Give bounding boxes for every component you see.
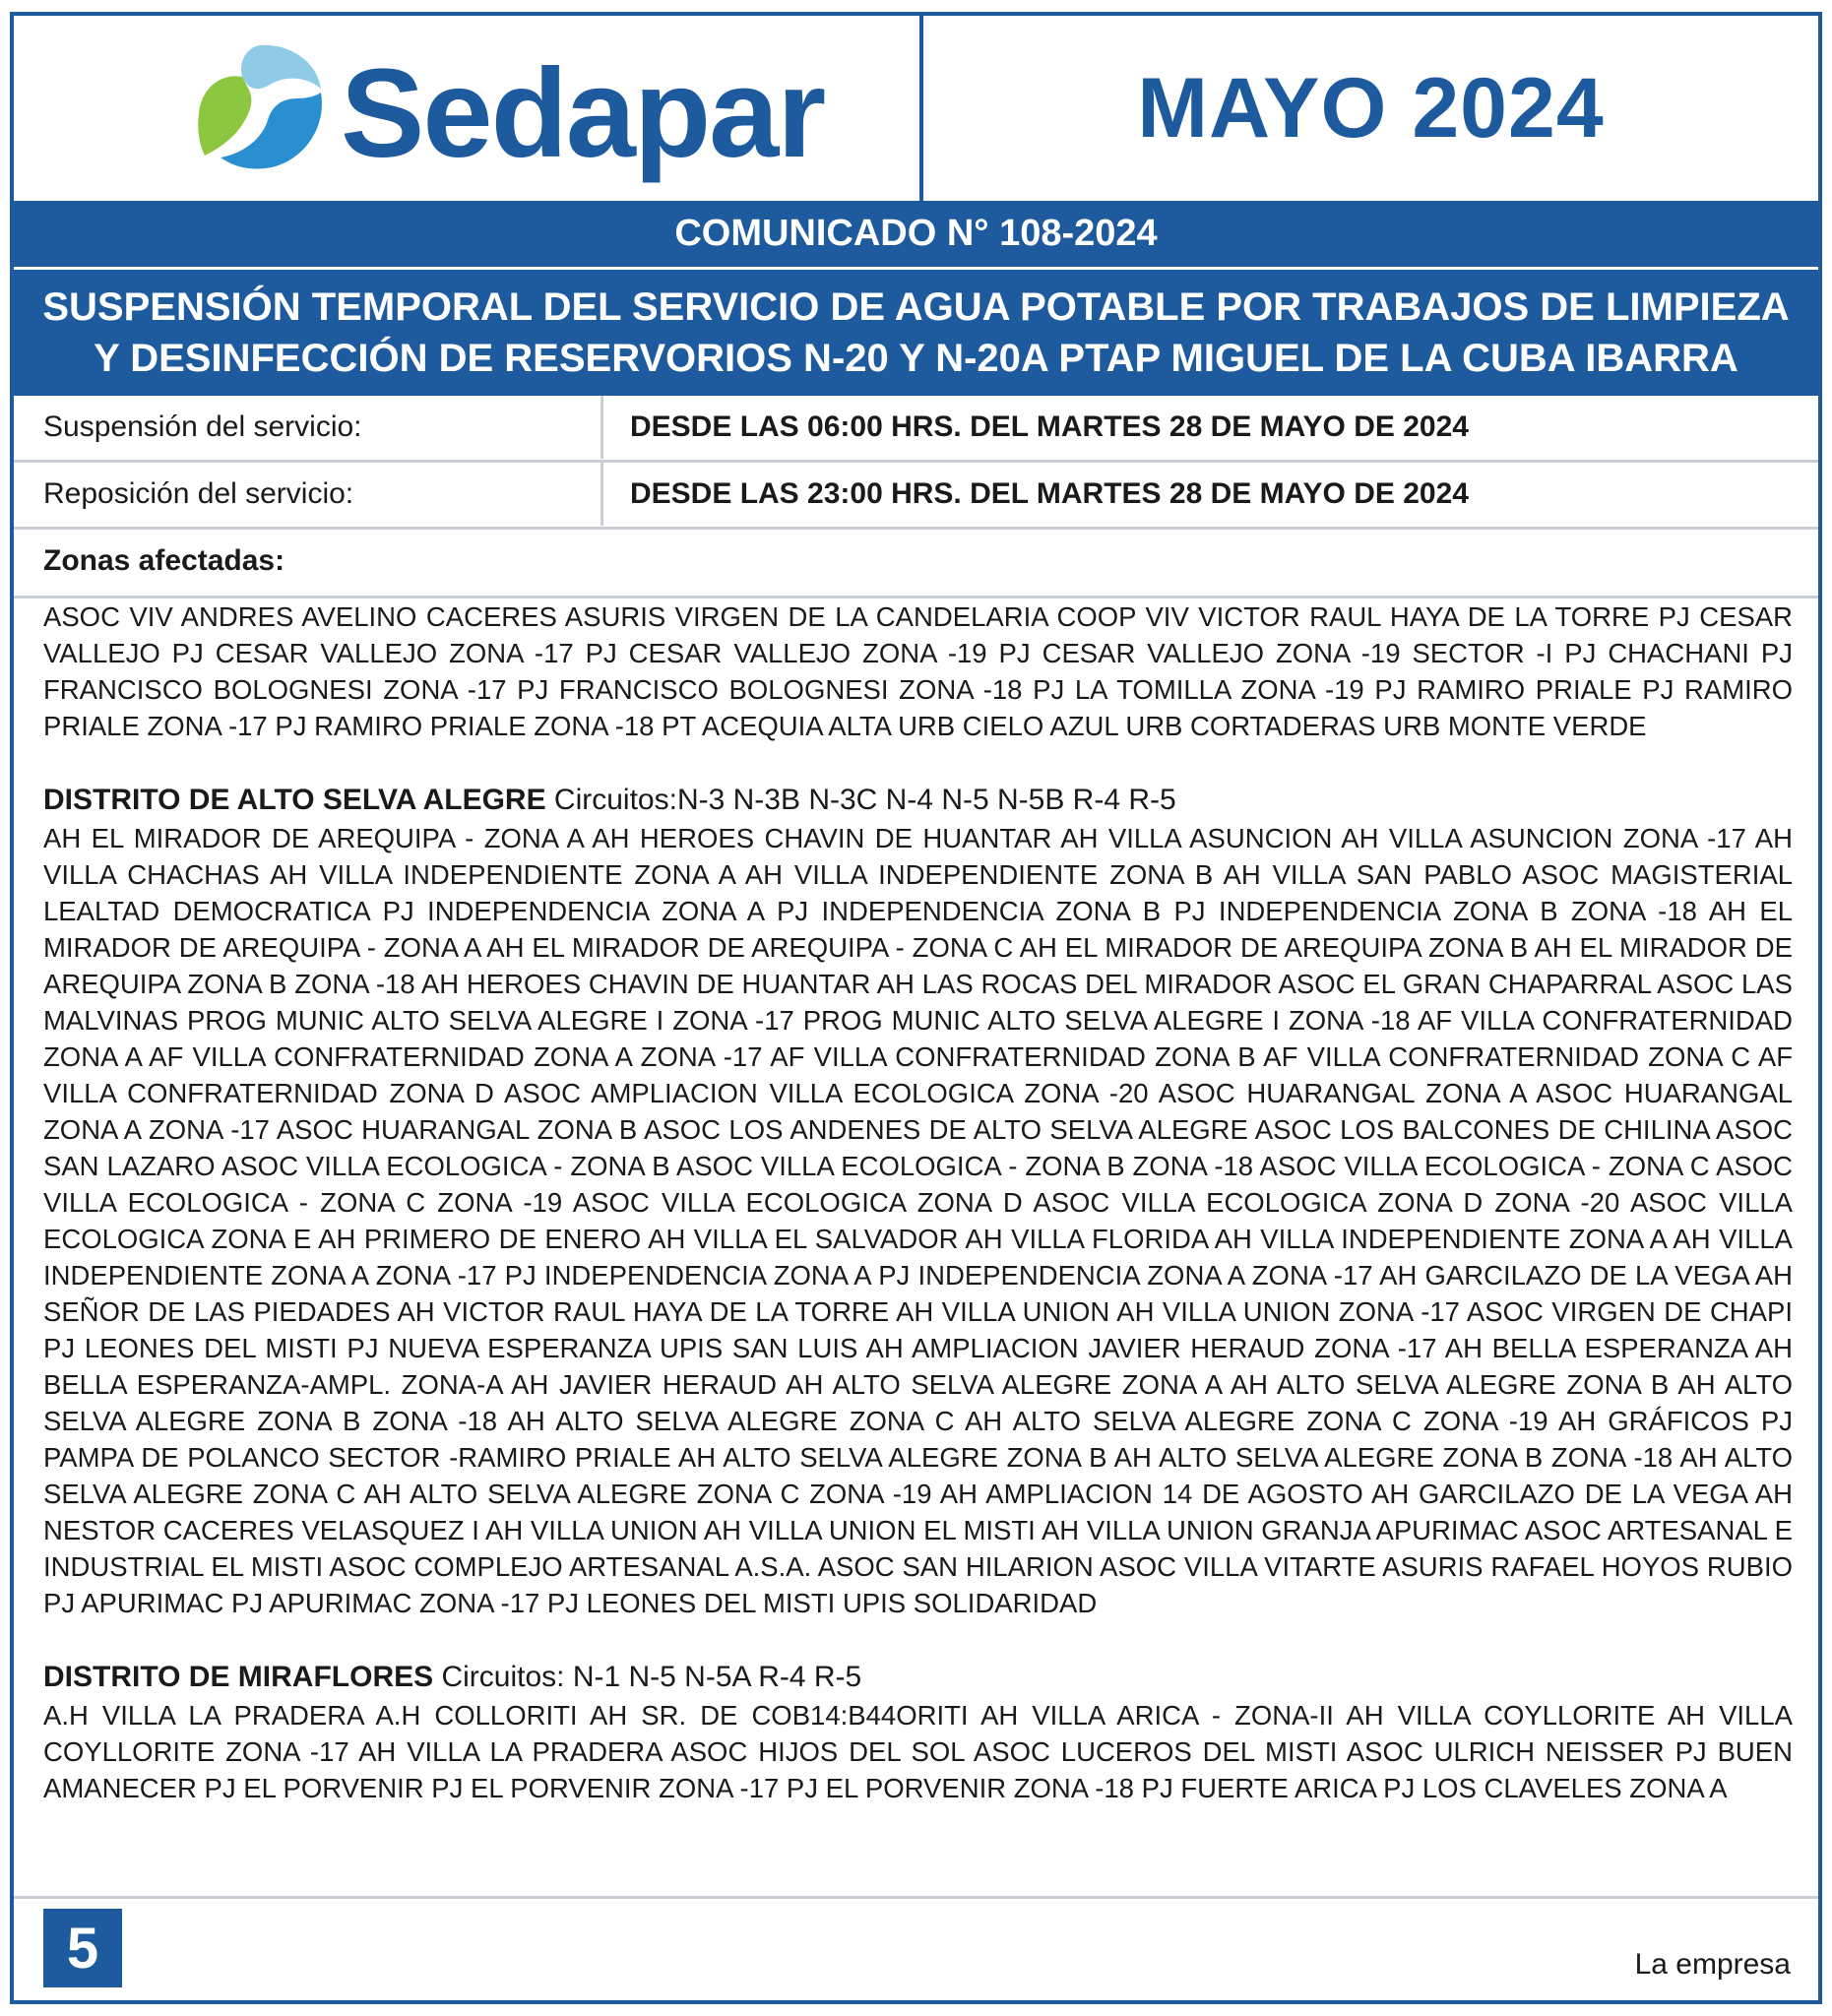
sedapar-logo-icon	[191, 37, 329, 175]
notice-number-band	[14, 201, 1818, 270]
district-name: DISTRITO DE MIRAFLORES	[43, 1661, 434, 1693]
reposicion-label: Reposición del servicio:	[43, 477, 354, 510]
notice-sheet	[10, 12, 1822, 2004]
reposicion-value: DESDE LAS 23:00 HRS. DEL MARTES 28 DE MAYO DE 2024	[630, 477, 1469, 510]
notice-title-line2: Y DESINFECCIÓN DE RESERVORIOS N-20 Y N-20A PTAP MIGUEL DE LA CUBA IBARRA	[94, 337, 1738, 380]
footer	[14, 1896, 1818, 2000]
suspension-label: Suspensión del servicio:	[43, 410, 362, 443]
notice-title-band	[14, 270, 1818, 396]
district-heading	[43, 1658, 1793, 1697]
month-label: MAYO 2024	[1137, 60, 1605, 156]
brand-name: Sedapar	[341, 43, 825, 184]
zones-content	[43, 598, 1793, 1806]
suspension-row	[14, 396, 1818, 463]
district-name: DISTRITO DE ALTO SELVA ALEGRE	[43, 784, 546, 816]
zones-label: Zonas afectadas:	[43, 544, 285, 577]
zones-header-row	[14, 530, 1818, 598]
column-divider	[600, 463, 603, 526]
district-heading	[43, 781, 1793, 820]
reposicion-row	[14, 463, 1818, 530]
column-divider	[600, 396, 603, 459]
company-signature: La empresa	[1634, 1948, 1791, 1981]
district-circuits: Circuitos:N-3 N-3B N-3C N-4 N-5 N-5B R-4 R-5	[545, 784, 1176, 816]
district-zones-text: AH EL MIRADOR DE AREQUIPA - ZONA A AH HEROES CHAVIN DE HUANTAR AH VILLA ASUNCION AH VILLA ASUNCION ZONA -17 AH VILLA CHACHAS AH VILLA INDEPENDIENTE ZONA A AH VILLA INDEPENDIENTE ZONA B AH VILLA SAN PABLO ASOC MAGISTERIAL LEALTAD DEMOCRATICA PJ INDEPENDENCIA ZONA A PJ INDEPENDENCIA ZONA B PJ INDEPENDENCIA ZONA B ZONA -18 AH EL MIRADOR DE AREQUIPA - ZONA A AH EL MIRADOR DE AREQUIPA - ZONA C AH EL MIRADOR DE AREQUIPA ZONA B AH EL MIRADOR DE AREQUIPA ZONA B ZONA -18 AH HEROES CHAVIN DE HUANTAR AH LAS ROCAS DEL MIRADOR ASOC EL GRAN CHAPARRAL ASOC LAS MALVINAS PROG MUNIC ALTO SELVA ALEGRE I ZONA -17 PROG MUNIC ALTO SELVA ALEGRE I ZONA -18 AF VILLA CONFRATERNIDAD ZONA A AF VILLA CONFRATERNIDAD ZONA A ZONA -17 AF VILLA CONFRATERNIDAD ZONA B AF VILLA CONFRATERNIDAD ZONA C AF VILLA CONFRATERNIDAD ZONA D ASOC AMPLIACION VILLA ECOLOGICA ZONA -20 ASOC HUARANGAL ZONA A ASOC HUARANGAL ZONA A ZONA -17 ASOC HUARANGAL ZONA B ASOC LOS ANDENES DE ALTO SELVA ALEGRE ASOC LOS BALCONES DE CHILINA ASOC SAN LAZARO ASOC VILLA ECOLOGICA - ZONA B ASOC VILLA ECOLOGICA - ZONA B ZONA -18 ASOC VILLA ECOLOGICA - ZONA C ASOC VILLA ECOLOGICA - ZONA C ZONA -19 ASOC VILLA ECOLOGICA ZONA D ASOC VILLA ECOLOGICA ZONA D ZONA -20 ASOC VILLA ECOLOGICA ZONA E AH PRIMERO DE ENERO AH VILLA EL SALVADOR AH VILLA FLORIDA AH VILLA INDEPENDIENTE ZONA A AH VILLA INDEPENDIENTE ZONA A ZONA -17 PJ INDEPENDENCIA ZONA A PJ INDEPENDENCIA ZONA A ZONA -17 AH GARCILAZO DE LA VEGA AH SEÑOR DE LAS PIEDADES AH VICTOR RAUL HAYA DE LA TORRE AH VILLA UNION AH VILLA UNION ZONA -17 ASOC VIRGEN DE CHAPI PJ LEONES DEL MISTI PJ NUEVA ESPERANZA UPIS SAN LUIS AH AMPLIACION JAVIER HERAUD ZONA -17 AH BELLA ESPERANZA AH BELLA ESPERANZA-AMPL. ZONA-A AH JAVIER HERAUD AH ALTO SELVA ALEGRE ZONA A AH ALTO SELVA ALEGRE ZONA B AH ALTO SELVA ALEGRE ZONA B ZONA -18 AH ALTO SELVA ALEGRE ZONA C AH ALTO SELVA ALEGRE ZONA C ZONA -19 AH GRÁFICOS PJ PAMPA DE POLANCO SECTOR -RAMIRO PRIALE AH ALTO SELVA ALEGRE ZONA B AH ALTO SELVA ALEGRE ZONA B ZONA -18 AH ALTO SELVA ALEGRE ZONA C AH ALTO SELVA ALEGRE ZONA C ZONA -19 AH AMPLIACION 14 DE AGOSTO AH GARCILAZO DE LA VEGA AH NESTOR CACERES VELASQUEZ I AH VILLA UNION AH VILLA UNION EL MISTI AH VILLA UNION GRANJA APURIMAC ASOC ARTESANAL E INDUSTRIAL EL MISTI ASOC COMPLEJO ARTESANAL A.S.A. ASOC SAN HILARION ASOC VILLA VITARTE ASURIS RAFAEL HOYOS RUBIO PJ APURIMAC PJ APURIMAC ZONA -17 PJ LEONES DEL MISTI UPIS SOLIDARIDAD	[43, 823, 1793, 1618]
district-zones-text: A.H VILLA LA PRADERA A.H COLLORITI AH SR. DE COB14:B44ORITI AH VILLA ARICA - ZONA-II AH VILLA COYLLORITE AH VILLA COYLLORITE ZONA -17 AH VILLA LA PRADERA ASOC HIJOS DEL SOL ASOC LUCEROS DEL MISTI ASOC ULRICH NEISSER PJ BUEN AMANECER PJ EL PORVENIR PJ EL PORVENIR ZONA -17 PJ EL PORVENIR ZONA -18 PJ FUERTE ARICA PJ LOS CLAVELES ZONA A	[43, 1700, 1793, 1803]
month-cell	[923, 16, 1818, 201]
header	[14, 16, 1818, 201]
notice-title-line1: SUSPENSIÓN TEMPORAL DEL SERVICIO DE AGUA POTABLE POR TRABAJOS DE LIMPIEZA	[42, 285, 1790, 329]
notice-number: COMUNICADO N° 108-2024	[674, 213, 1158, 254]
logo-cell	[14, 16, 923, 201]
page-number-badge	[43, 1909, 122, 1987]
zones-intro-text: ASOC VIV ANDRES AVELINO CACERES ASURIS VIRGEN DE LA CANDELARIA COOP VIV VICTOR RAUL HAYA DE LA TORRE PJ CESAR VALLEJO PJ CESAR VALLEJO ZONA -17 PJ CESAR VALLEJO ZONA -19 PJ CESAR VALLEJO ZONA -19 SECTOR -I PJ CHACHANI PJ FRANCISCO BOLOGNESI ZONA -17 PJ FRANCISCO BOLOGNESI ZONA -18 PJ LA TOMILLA ZONA -19 PJ RAMIRO PRIALE PJ RAMIRO PRIALE ZONA -17 PJ RAMIRO PRIALE ZONA -18 PT ACEQUIA ALTA URB CIELO AZUL URB CORTADERAS URB MONTE VERDE	[43, 601, 1793, 741]
district-circuits: Circuitos: N-1 N-5 N-5A R-4 R-5	[433, 1661, 862, 1693]
page-number: 5	[66, 1916, 99, 1981]
suspension-value: DESDE LAS 06:00 HRS. DEL MARTES 28 DE MAYO DE 2024	[630, 410, 1469, 443]
